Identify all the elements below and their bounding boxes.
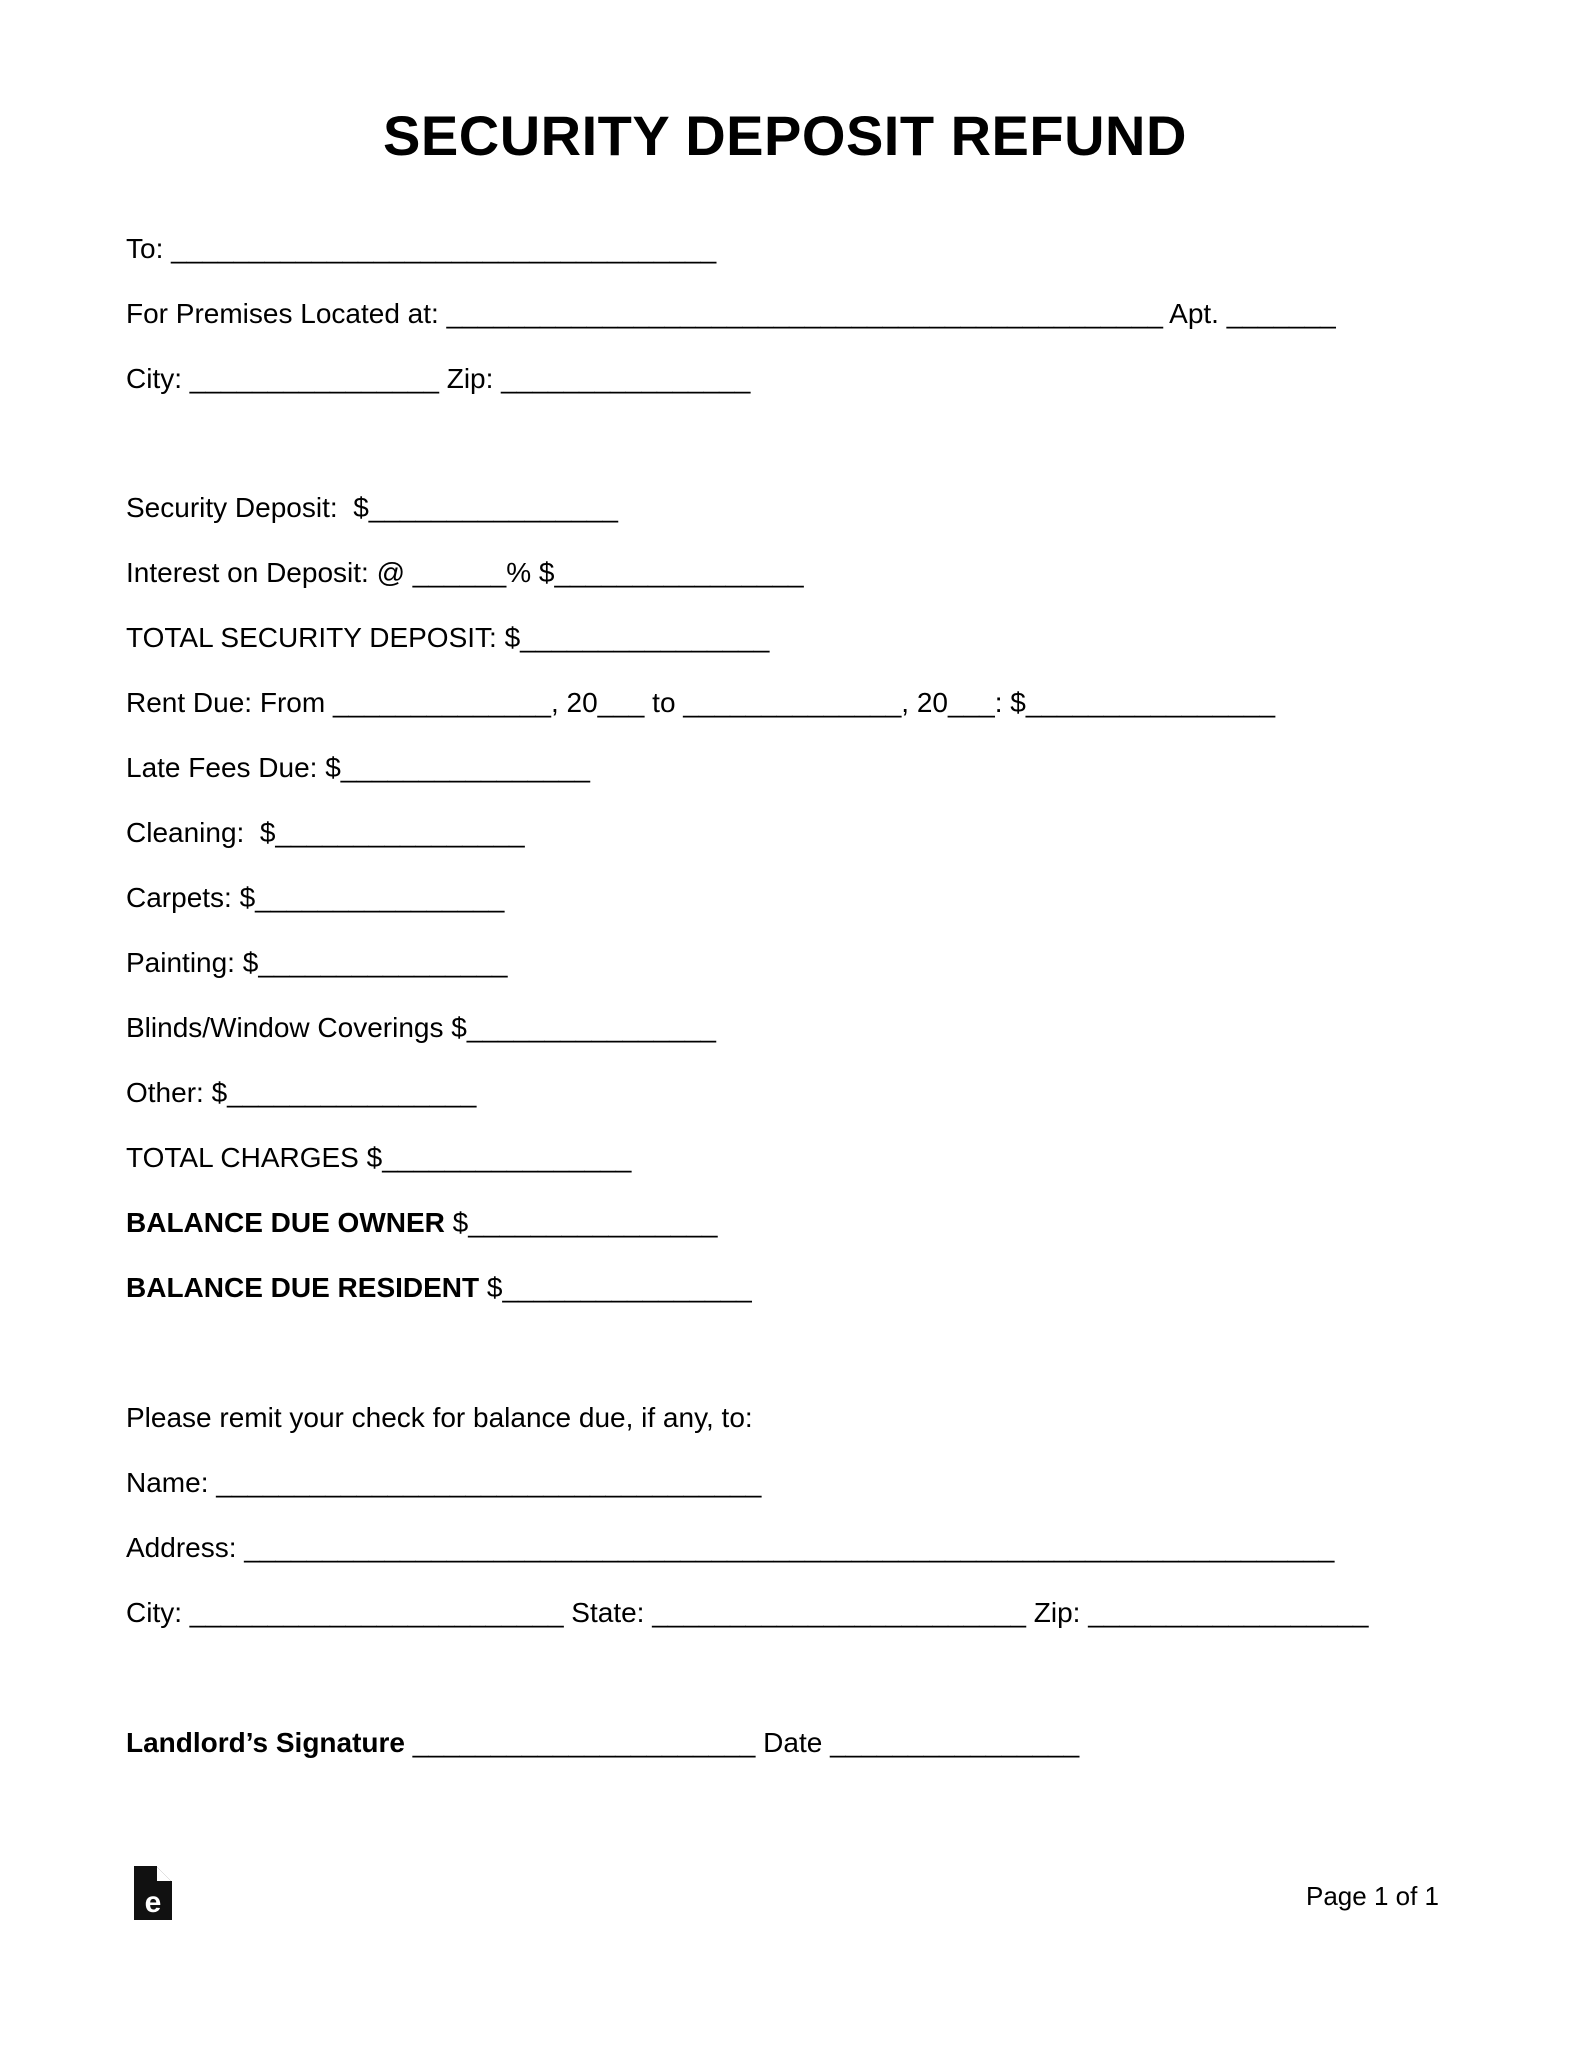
- carpets-field[interactable]: Carpets: $________________: [126, 882, 505, 913]
- interest-field[interactable]: Interest on Deposit: @ ______% $________________: [126, 557, 804, 588]
- remit-address-field[interactable]: Address: ______________________________________________________________________: [126, 1532, 1335, 1563]
- painting-field[interactable]: Painting: $________________: [126, 947, 508, 978]
- late-fees-field[interactable]: Late Fees Due: $________________: [126, 752, 590, 783]
- signature-date-blank[interactable]: ______________________ Date ________________: [405, 1727, 1080, 1758]
- remit-instruction: Please remit your check for balance due, if any, to:: [126, 1402, 753, 1433]
- balance-resident-blank[interactable]: $________________: [479, 1272, 752, 1303]
- balance-resident-field[interactable]: [126, 1271, 752, 1305]
- remit-name-field[interactable]: Name: ___________________________________: [126, 1467, 762, 1498]
- cleaning-field[interactable]: Cleaning: $________________: [126, 817, 525, 848]
- other-field[interactable]: Other: $________________: [126, 1077, 477, 1108]
- remit-city-state-zip-field[interactable]: City: ________________________ State: ________________________ Zip: __________________: [126, 1597, 1369, 1628]
- balance-owner-label: BALANCE DUE OWNER: [126, 1207, 445, 1238]
- security-deposit-field[interactable]: Security Deposit: $________________: [126, 492, 618, 523]
- page-number: Page 1 of 1: [1306, 1881, 1439, 1911]
- blinds-field[interactable]: Blinds/Window Coverings $________________: [126, 1012, 716, 1043]
- balance-resident-label: BALANCE DUE RESIDENT: [126, 1272, 480, 1303]
- signature-label: Landlord’s Signature: [126, 1727, 405, 1758]
- city-zip-field[interactable]: City: ________________ Zip: ________________: [126, 363, 751, 394]
- balance-owner-blank[interactable]: $________________: [444, 1207, 718, 1238]
- form-title: SECURITY DEPOSIT REFUND: [383, 104, 1187, 167]
- document-e-logo-icon: [134, 1866, 172, 1920]
- to-field[interactable]: To: ___________________________________: [126, 233, 717, 264]
- total-charges-field[interactable]: TOTAL CHARGES $________________: [126, 1142, 632, 1173]
- svg-text:e: e: [144, 1886, 162, 1919]
- total-deposit-field[interactable]: TOTAL SECURITY DEPOSIT: $________________: [126, 622, 770, 653]
- rent-due-field[interactable]: Rent Due: From ______________, 20___ to ______________, 20___: $________________: [126, 687, 1276, 718]
- signature-row[interactable]: [126, 1726, 1079, 1760]
- balance-owner-field[interactable]: [126, 1206, 717, 1240]
- premises-field[interactable]: For Premises Located at: ______________________________________________ Apt. _______: [126, 298, 1336, 329]
